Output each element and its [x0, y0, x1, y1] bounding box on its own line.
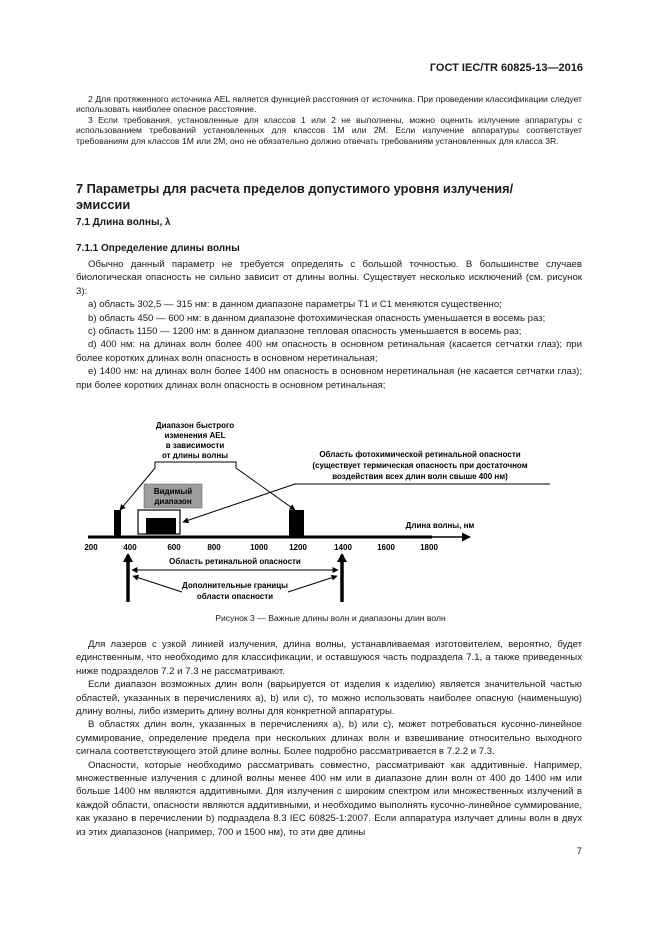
list-item-e: e) 1400 нм: на длинах волн более 1400 нм опасность в основном неретинальная (не касается сетчатки глаз); при более коротких длинах волн опасность в основном ретинальная;: [76, 366, 582, 391]
document-header: ГОСТ IEC/TR 60825-13—2016: [429, 62, 583, 74]
arrow-to-right-bar: [236, 468, 295, 510]
tick-label: 800: [207, 543, 221, 552]
tick-label: 400: [123, 543, 137, 552]
label-fast-change-3: в зависимости: [165, 441, 225, 450]
figure-caption: Рисунок 3 — Важные длины волн и диапазоны длин волн: [215, 613, 446, 623]
figure-3-diagram: [0, 410, 661, 610]
label-bounds-1: Дополнительные границы: [182, 581, 288, 590]
label-bounds-2: области опасности: [196, 592, 274, 601]
bounds-arrow-left: [133, 576, 182, 592]
boundary-arrow-1400: [337, 553, 347, 562]
label-visible-1: Видимый: [153, 487, 193, 496]
list-item-d: d) 400 нм: на длинах волн более 400 нм опасность в основном ретинальная (касается сетчатки глаз); при более коротких длинах волн опасность в основном неретинальная;: [76, 339, 582, 364]
tick-label: 1200: [289, 543, 307, 552]
body-text-1: [76, 258, 582, 392]
section-7-heading: 7 Параметры для расчета пределов допустимого уровня излучения/эмиссии: [76, 181, 514, 212]
tick-label: 1400: [334, 543, 352, 552]
label-fast-change-2: изменения AEL: [164, 431, 226, 440]
label-fast-change-4: от длины волны: [161, 451, 229, 460]
body-text-2: [76, 638, 582, 839]
section-7-1-heading: 7.1 Длина волны, λ: [76, 217, 171, 228]
label-visible-2: диапазон: [154, 497, 192, 506]
paragraph: Опасности, которые необходимо рассматривать совместно, рассматривают как аддитивные. Например, множественные излучения с длиной волны менее 400 нм или в диапазоне длин волн от 400 до 1400 нм или больше 1400 нм являются аддитивными. Для излучения с широким спектром или множественных излучений в каждой области, опасности являются аддитивными, и необходимо выполнять кусочно-линейное суммирование, как указано в перечислении b) подраздела 8.3 IEC 60825-1:2007. Если аппаратура излучает длины волн в двух из этих диапазонов (например, 700 и 1500 нм), то эти две длины: [76, 759, 582, 838]
label-fast-change-1: Диапазон быстрого: [155, 421, 235, 430]
tick-label: 200: [84, 543, 98, 552]
photochemical-band: [146, 518, 176, 534]
paragraph: В областях длин волн, указанных в перечислениях a), b) или c), может потребоваться кусочно-линейное суммирование, определение предела при нескольких длинах волн и взвешивание относительно выходного сигнала соответствующего этой длине волны. Более подробно рассматривается в 7.2.2 и 7.3.: [76, 719, 582, 758]
marker-bar-ir: [289, 510, 304, 536]
note-2: 2 Для протяженного источника AEL является функцией расстояния от источника. При проведении классификации следует использовать наиболее опасное расстояние.: [76, 94, 582, 115]
paragraph: Если диапазон возможных длин волн (варьируется от изделия к изделию) является значительной частью областей, указанных в перечислениях a), b) или c), то можно использовать наиболее опасную (наименьшую) длину волны, либо измерить длину волны для конкретной аппаратуры.: [76, 679, 582, 718]
list-item-c: c) область 1150 — 1200 нм: в данном диапазоне тепловая опасность уменьшается в восемь раз;: [88, 326, 522, 338]
marker-bar-uv: [114, 510, 121, 536]
bounds-arrow-right: [288, 576, 337, 592]
label-photochemical-2: (существует термическая опасность при достаточном: [312, 461, 528, 470]
paragraph: Обычно данный параметр не требуется определять с большой точностью. В большинстве случаев биологическая опасность не сильно зависит от длины волны. Существует несколько исключений (см. рисунок 3):: [76, 259, 582, 297]
tick-label: 1000: [250, 543, 268, 552]
tick-label: 600: [167, 543, 181, 552]
list-item-a: a) область 302,5 — 315 нм: в данном диапазоне параметры T1 и C1 меняются существенно;: [88, 299, 502, 311]
notes-block: [76, 94, 582, 146]
page-number: 7: [576, 846, 582, 857]
fast-change-bracket: [155, 462, 236, 468]
list-item-b: b) область 450 — 600 нм: в данном диапазоне фотохимическая опасность уменьшается в восемь раз;: [88, 312, 546, 324]
section-7-1-1-heading: 7.1.1 Определение длины волны: [76, 243, 240, 254]
axis-label: Длина волны, нм: [405, 521, 475, 530]
tick-label: 1800: [420, 543, 438, 552]
label-photochemical-3: воздействия всех длин волн свыше 400 нм): [332, 472, 508, 481]
paragraph: Для лазеров с узкой линией излучения, длина волны, устанавливаемая изготовителем, вероятно, будет единственным, что необходимо для классификации, и оставшуюся часть подраздела 7.1, а также приведенных ниже подразделов 7.2 и 7.3 не рассматривают.: [76, 639, 582, 677]
label-retinal: Область ретинальной опасности: [169, 557, 301, 566]
note-3: 3 Если требования, установленные для классов 1 или 2 не выполнены, можно оценить излучение аппаратуры с использованием требований установленных для классов 1M или 2M. Если излучение аппаратуры соответствует требованиям для классов 1M или 2M, оно не обязательно должно отвечать требованиям установленных для класса 3R.: [76, 114, 582, 146]
boundary-arrow-400: [123, 553, 133, 562]
tick-label: 1600: [377, 543, 395, 552]
label-photochemical-1: Область фотохимической ретинальной опасности: [319, 450, 521, 459]
